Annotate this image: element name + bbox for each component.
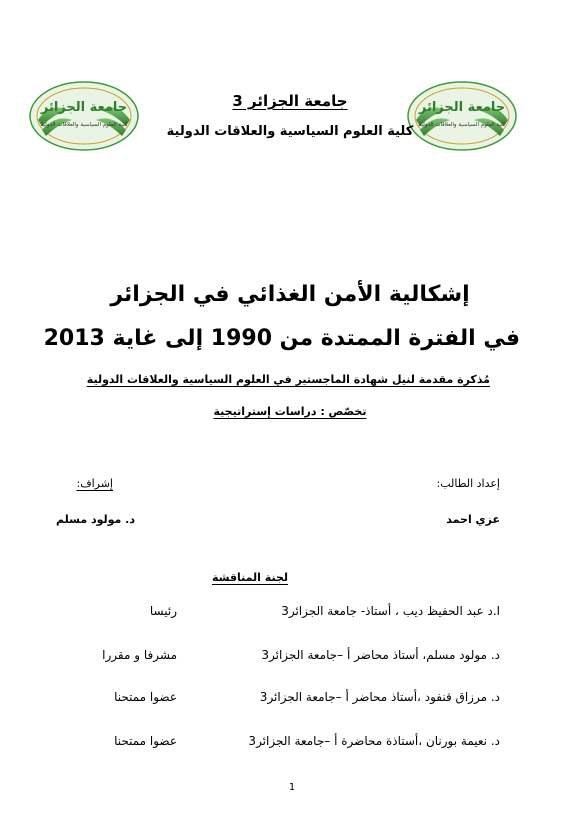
- logo-right-text: جامعة الجزائر: [418, 100, 506, 115]
- supervisor-label: إشراف:: [76, 477, 113, 490]
- supervisor-name: د. مولود مسلم: [56, 513, 135, 526]
- author-name: عزي احمد: [446, 513, 500, 526]
- university-logo-right: [406, 80, 518, 152]
- author-label: إعداد الطالب:: [436, 477, 500, 490]
- committee-member-role: عضوا ممتحنا: [114, 690, 177, 704]
- university-logo-left: [28, 80, 140, 152]
- university-name: جامعة الجزائر 3: [232, 92, 348, 110]
- logo-left-text: جامعة الجزائر: [40, 100, 128, 115]
- committee-member-name: د. مرزاق قنفود ،أستاذ محاضر أ –جامعة الجزائر3: [259, 690, 500, 704]
- committee-member-name: د. مولود مسلم، أستاذ محاضر أ –جامعة الجزائر3: [261, 648, 500, 662]
- committee-title: لجنة المناقشة: [211, 571, 288, 584]
- committee-member-name: ا.د عبد الحفيظ ديب ، أستاذ- جامعة الجزائر3: [281, 604, 500, 618]
- page-number: 1: [288, 782, 296, 793]
- faculty-name: كلية العلوم السياسية والعلاقات الدولية: [166, 124, 414, 139]
- logo-right-subtext: كلية العلوم السياسية والعلاقات الدولية: [418, 122, 506, 128]
- thesis-title-line1: إشكالية الأمن الغذائي في الجزائر: [110, 282, 470, 307]
- committee-member-role: مشرفا و مقررا: [102, 648, 177, 662]
- thesis-title-line2: في الفترة الممتدة من 1990 إلى غاية 2013: [43, 326, 520, 351]
- logo-left-subtext: كلية العلوم السياسية والعلاقات الدولية: [40, 122, 128, 128]
- committee-member-name: د. نعيمة بورنان ،أستاذة محاضرة أ –جامعة الجزائر3: [248, 734, 500, 748]
- specialty: تخصّص : دراسات إستراتيجية: [213, 405, 367, 418]
- committee-member-role: عضوا ممتحنا: [114, 734, 177, 748]
- committee-member-role: رئيسا: [149, 604, 177, 618]
- memo-description: مُذكرة مقدمة لنيل شهادة الماجستير في العلوم السياسية والعلاقات الدولية: [86, 373, 490, 386]
